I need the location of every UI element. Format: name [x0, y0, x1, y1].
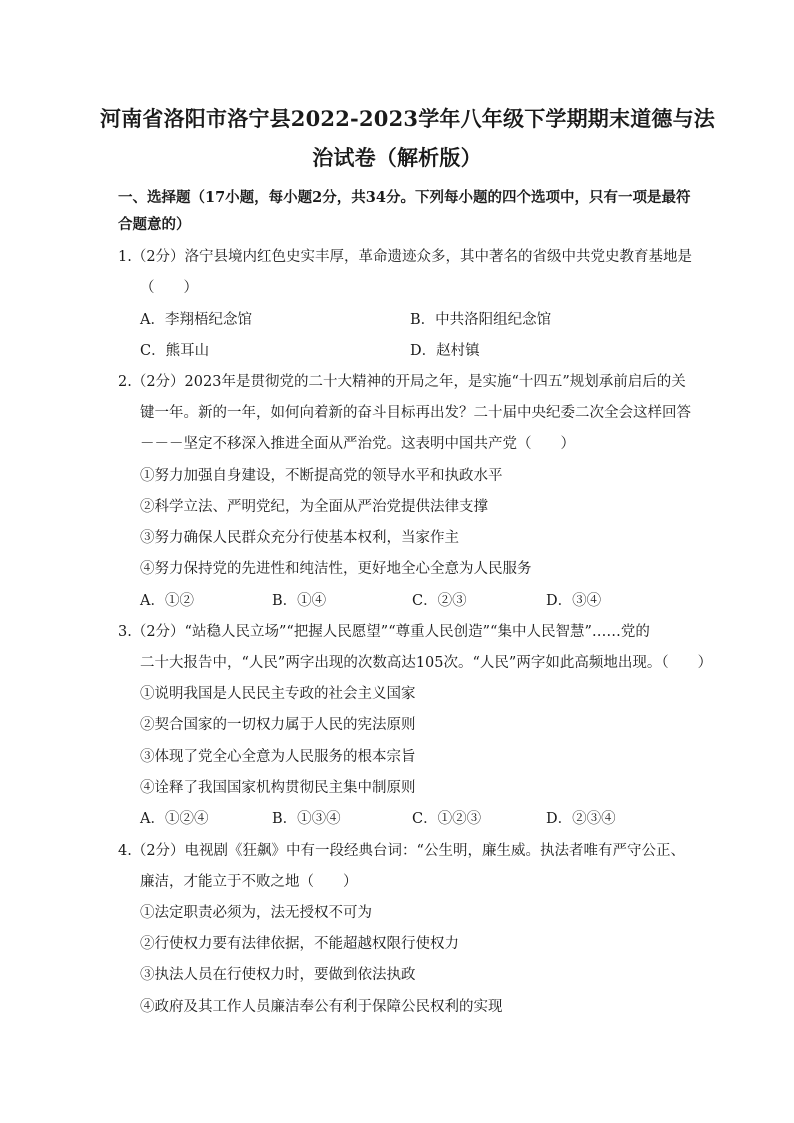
question-3-option-b: B．①③④: [272, 811, 341, 827]
question-4-statement-4: ④政府及其工作人员廉洁奉公有利于保障公民权利的实现: [140, 999, 503, 1015]
question-1-option-d: D．赵村镇: [410, 343, 480, 359]
question-2-option-d: D．③④: [546, 593, 602, 609]
question-3-statement-3: ③体现了党全心全意为人民服务的根本宗旨: [140, 749, 416, 765]
section-heading: 一、选择题（17小题，每小题2分，共34分。下列每小题的四个选项中，只有一项是最符: [118, 189, 691, 206]
question-3-stem-line-2: 二十大报告中，“人民”两字出现的次数高达105次。“人民”两字如此高频地出现。（ ）: [140, 655, 713, 671]
question-3-option-a: A．①②④: [140, 811, 209, 827]
question-3-statement-1: ①说明我国是人民民主专政的社会主义国家: [140, 686, 416, 702]
question-1-stem-blank: （ ）: [140, 280, 198, 296]
document-title-line-1: 河南省洛阳市洛宁县2022-2023学年八年级下学期期末道德与法: [100, 106, 716, 131]
question-3-statement-2: ②契合国家的一切权力属于人民的宪法原则: [140, 717, 416, 733]
question-2-statement-4: ④努力保持党的先进性和纯洁性，更好地全心全意为人民服务: [140, 561, 532, 577]
question-2-option-b: B．①④: [272, 593, 327, 609]
question-1-option-c: C．熊耳山: [140, 343, 210, 359]
question-3-option-d: D．②③④: [546, 811, 616, 827]
question-2-option-c: C．②③: [412, 593, 467, 609]
question-4-statement-2: ②行使权力要有法律依据，不能超越权限行使权力: [140, 936, 459, 952]
question-1-option-a: A．李翔梧纪念馆: [140, 312, 252, 328]
question-3-option-c: C．①②③: [412, 811, 482, 827]
question-2-statement-3: ③努力确保人民群众充分行使基本权利，当家作主: [140, 530, 459, 546]
question-2-statement-1: ①努力加强自身建设，不断提高党的领导水平和执政水平: [140, 468, 503, 484]
document-title-line-2: 治试卷（解析版）: [312, 145, 482, 170]
question-2-statement-2: ②科学立法、严明党纪，为全面从严治党提供法律支撑: [140, 499, 488, 515]
question-2-stem-line-3: －－－坚定不移深入推进全面从严治党。这表明中国共产党（ ）: [140, 436, 575, 452]
question-4-statement-1: ①法定职责必须为，法无授权不可为: [140, 905, 372, 921]
question-4-stem-line-2: 廉洁，才能立于不败之地（ ）: [140, 874, 358, 890]
question-2-option-a: A．①②: [140, 593, 194, 609]
question-1-stem: 1.（2分）洛宁县境内红色史实丰厚，革命遗迹众多，其中著名的省级中共党史教育基地是: [118, 249, 693, 265]
section-heading-continued: 合题意的）: [118, 216, 191, 233]
question-2-stem-line-2: 键一年。新的一年，如何向着新的奋斗目标再出发？二十届中央纪委二次全会这样回答: [140, 405, 691, 421]
question-4-statement-3: ③执法人员在行使权力时，要做到依法执政: [140, 967, 416, 983]
question-3-stem: 3.（2分）“站稳人民立场”“把握人民愿望”“尊重人民创造”“集中人民智慧”……党的: [118, 624, 650, 640]
question-2-stem: 2.（2分）2023年是贯彻党的二十大精神的开局之年，是实施“十四五”规划承前启后的关: [118, 374, 686, 390]
question-3-statement-4: ④诠释了我国国家机构贯彻民主集中制原则: [140, 780, 416, 796]
question-4-stem: 4.（2分）电视剧《狂飙》中有一段经典台词：“公生明，廉生威。执法者唯有严守公正、: [118, 843, 685, 859]
question-1-option-b: B．中共洛阳组纪念馆: [410, 312, 552, 328]
